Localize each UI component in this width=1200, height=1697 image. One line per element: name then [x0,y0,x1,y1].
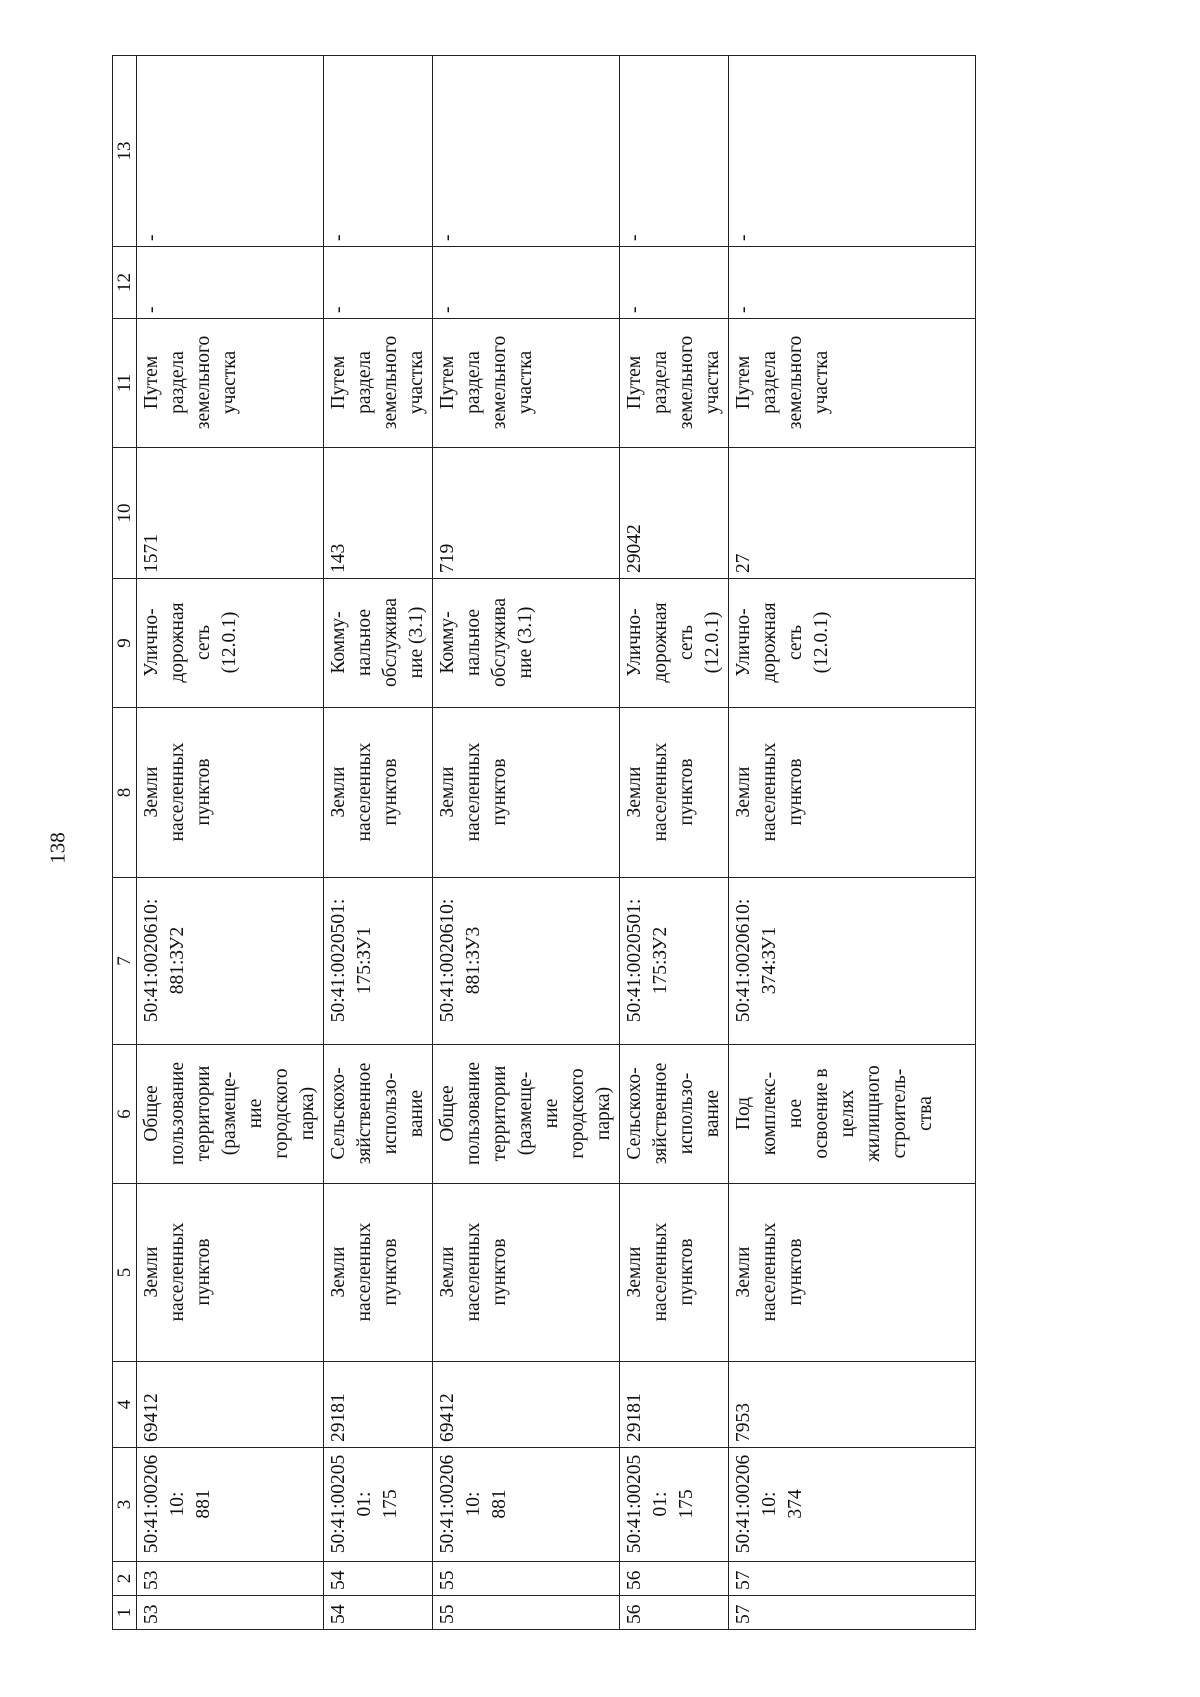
cell-new-permitted-use: Комму- нальное обслужива ние (3.1) [324,579,433,708]
cell-new-area: 1571 [137,448,324,579]
cell-source-area: 29181 [324,1362,433,1448]
cell-source-permitted-use: Общее пользование территории (размеще- ние городского парка) [433,1045,620,1184]
cell-col-12: - [324,247,433,319]
cell-col-12: - [433,247,620,319]
column-header: 5 [113,1184,137,1362]
cell-col-13: - [324,56,433,247]
cell-col-13: - [620,56,729,247]
table-row [137,56,324,1630]
table-row [620,56,729,1630]
cell-new-plot-designation: 50:41:0020610: 881:ЗУ3 [433,878,620,1045]
cell-source-permitted-use: Общее пользование территории (размеще- ние городского парка) [137,1045,324,1184]
cell-source-land-category: Земли населенных пунктов [620,1184,729,1362]
cell-source-cadastral-number: 50:41:0020501: 175 [620,1448,729,1562]
cell-item-number: 54 [324,1562,433,1596]
table-container [112,55,936,1630]
cell-source-land-category: Земли населенных пунктов [433,1184,620,1362]
table-row [324,56,433,1630]
cell-col-12: - [137,247,324,319]
cell-new-land-category: Земли населенных пунктов [620,708,729,878]
cell-source-area: 69412 [137,1362,324,1448]
cell-new-area: 29042 [620,448,729,579]
cell-source-cadastral-number: 50:41:0020501: 175 [324,1448,433,1562]
cell-new-area: 27 [729,448,976,579]
cell-row-number: 54 [324,1596,433,1630]
cell-new-plot-designation: 50:41:0020501: 175:ЗУ2 [620,878,729,1045]
cell-formation-method: Путем раздела земельного участка [324,319,433,448]
cell-formation-method: Путем раздела земельного участка [729,319,976,448]
table-row [729,56,976,1630]
cell-new-plot-designation: 50:41:0020610: 881:ЗУ2 [137,878,324,1045]
column-header: 2 [113,1562,137,1596]
cell-row-number: 53 [137,1596,324,1630]
column-header: 13 [113,56,137,247]
column-header: 11 [113,319,137,448]
cell-source-area: 69412 [433,1362,620,1448]
cell-item-number: 56 [620,1562,729,1596]
cell-row-number: 55 [433,1596,620,1630]
header-row [113,56,137,1630]
cell-source-land-category: Земли населенных пунктов [324,1184,433,1362]
cell-new-land-category: Земли населенных пунктов [324,708,433,878]
column-header: 4 [113,1362,137,1448]
cell-col-13: - [729,56,976,247]
cell-new-permitted-use: Улично- дорожная сеть (12.0.1) [620,579,729,708]
cell-new-permitted-use: Улично- дорожная сеть (12.0.1) [137,579,324,708]
column-header: 12 [113,247,137,319]
cell-new-land-category: Земли населенных пунктов [729,708,976,878]
column-header: 7 [113,878,137,1045]
cell-item-number: 53 [137,1562,324,1596]
cell-new-land-category: Земли населенных пунктов [137,708,324,878]
page-number: 138 [45,832,70,864]
table-row [433,56,620,1630]
cell-new-area: 143 [324,448,433,579]
cell-source-area: 7953 [729,1362,976,1448]
column-header: 3 [113,1448,137,1562]
cell-source-permitted-use: Сельскохо- зяйственное использо- вание [324,1045,433,1184]
column-header: 6 [113,1045,137,1184]
cell-new-land-category: Земли населенных пунктов [433,708,620,878]
cell-row-number: 56 [620,1596,729,1630]
cell-row-number: 57 [729,1596,976,1630]
cell-source-land-category: Земли населенных пунктов [137,1184,324,1362]
column-header: 9 [113,579,137,708]
column-header: 10 [113,448,137,579]
cell-source-cadastral-number: 50:41:0020610: 881 [137,1448,324,1562]
cell-new-permitted-use: Комму- нальное обслужива ние (3.1) [433,579,620,708]
cell-col-12: - [620,247,729,319]
column-header: 1 [113,1596,137,1630]
cell-source-cadastral-number: 50:41:0020610: 881 [433,1448,620,1562]
cell-formation-method: Путем раздела земельного участка [137,319,324,448]
cell-new-plot-designation: 50:41:0020501: 175:ЗУ1 [324,878,433,1045]
cell-col-13: - [137,56,324,247]
cell-col-13: - [433,56,620,247]
cell-item-number: 55 [433,1562,620,1596]
column-header: 8 [113,708,137,878]
cell-new-plot-designation: 50:41:0020610: 374:ЗУ1 [729,878,976,1045]
cell-formation-method: Путем раздела земельного участка [620,319,729,448]
cell-col-12: - [729,247,976,319]
cell-source-permitted-use: Под комплекс- ное освоение в целях жилищного строитель- ства [729,1045,976,1184]
cell-new-area: 719 [433,448,620,579]
cell-formation-method: Путем раздела земельного участка [433,319,620,448]
cell-source-permitted-use: Сельскохо- зяйственное использо- вание [620,1045,729,1184]
cell-item-number: 57 [729,1562,976,1596]
cell-source-cadastral-number: 50:41:0020610: 374 [729,1448,976,1562]
cell-new-permitted-use: Улично- дорожная сеть (12.0.1) [729,579,976,708]
cell-source-area: 29181 [620,1362,729,1448]
land-plots-table [112,55,976,1630]
cell-source-land-category: Земли населенных пунктов [729,1184,976,1362]
